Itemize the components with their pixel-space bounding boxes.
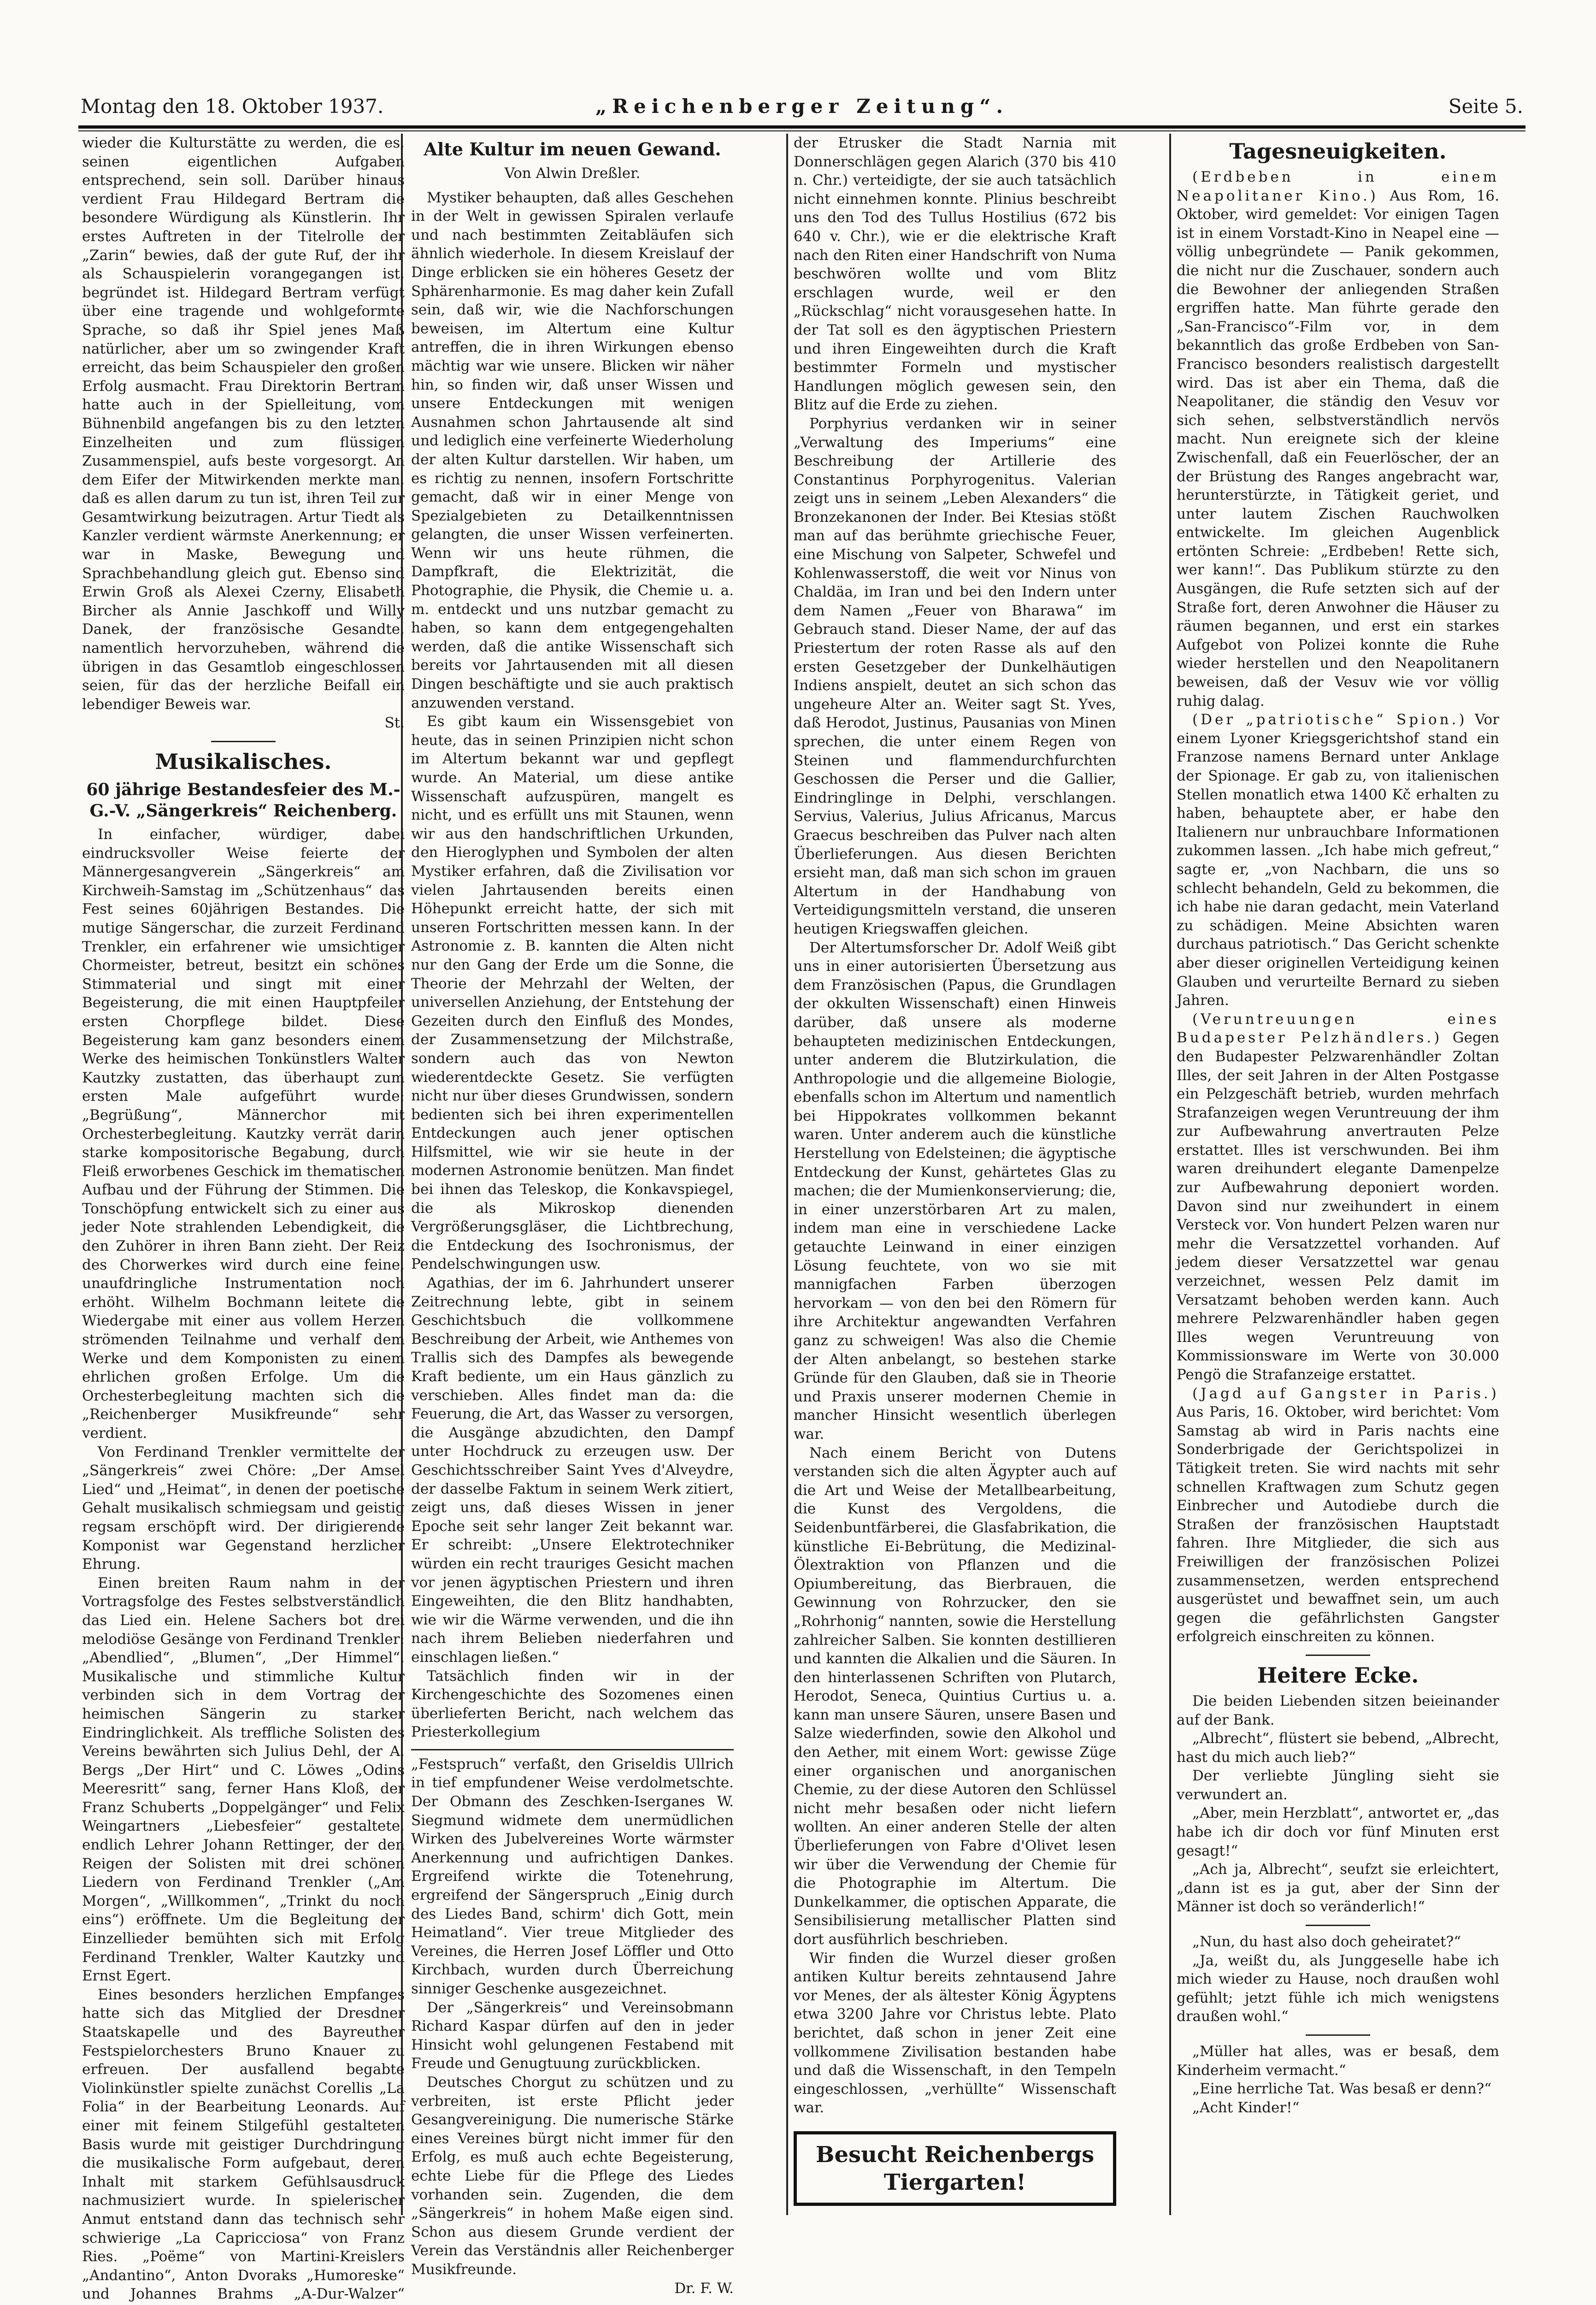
column-3: [794, 134, 1116, 2217]
joke-line: „Nun, du hast also doch geheiratet?“: [1192, 1933, 1461, 1950]
article-paragraph: Porphyrius verdanken wir in seiner „Verwaltung des Imperiums“ eine Beschreibung der Artillerie des Constantinus Porphyrogenitus. Valerian zeigt uns in seinem „Leben Alexanders“ die Bronzekanonen der Inder. Bei Ktesias stößt man auf das berühmte griechische Feuer, eine Mischung von Salpeter, Schwefel und Kohlenwasserstoff, die weit vor Ninus von Chaldäa, im Iran und bei den Indern unter dem Namen „Feuer von Bharawa“ im Gebrauch stand. Dieser Name, der auf das Priestertum der roten Rasse als auf den ersten Gesetzgeber der Dunkelhäutigen Indiens anspielt, deutet an sich schon das ungeheure Alter an. Weiter sagt St. Yves, daß Herodot, Justinus, Pausanias von Minen sprechen, die unter einem Regen von Steinen und flammendurchfurchten Geschossen die Perser und die Gallier, Eindringlinge in Delphi, verschlangen. Servius, Valerius, Julius Africanus, Marcus Graecus beschreiben das Pulver nach alten Überlieferungen. Aus diesen Berichten ersieht man, daß man sich schon im grauen Altertum in der Handhabung von Verteidigungsmitteln verstand, die unseren heutigen Kriegswaffen gleichen.: [794, 415, 1116, 937]
joke-line: „Müller hat alles, was er besaß, dem Kinderheim vermacht.“: [1177, 2043, 1499, 2079]
joke-line: „Ja, weißt du, als Junggeselle habe ich mich wieder zu Hause, noch draußen wohl gefühlt; jetzt fühle ich mich wenigstens draußen wohl.“: [1177, 1952, 1499, 2025]
article-paragraph: Von Ferdinand Trenkler vermittelte der „Sängerkreis“ zwei Chöre: „Der Amsel Lied“ und „Heimat“, in denen der poetische Gehalt musikalisch schmiegsam und geistig regsam erschöpft wird. Der dirigierende Komponist war Gegenstand herzlicher Ehrung.: [82, 1443, 405, 1573]
article-paragraph: Der Altertumsforscher Dr. Adolf Weiß gibt uns in einer autorisierten Übersetzung aus dem Französischen (Papus, die Grundlagen der okkulten Wissenschaft) einen Hinweis darüber, daß unsere als moderne behaupteten medizinischen Entdeckungen, unter anderem die Blutzirkulation, die Anthropologie und die allgemeine Biologie, ebenfalls schon im Altertum und namentlich bei Hippokrates vollkommen bekannt waren. Unter anderem auch die künstliche Herstellung von Edelsteinen; die ägyptische Entdeckung der Kunst, gehärtetes Glas zu machen; die der Mumienkonservierung; die, in einer unzerstörbaren Art zu malen, indem man eine in verschiedene Lacke getauchte Leinwand in einer einzigen Lösung feuchtete, von wo sie mit mannigfachen Farben überzogen hervorkam — von den bei den Römern für ihre Architektur angewandten Verfahren ganz zu schweigen! Was also die Chemie der Alten anbelangt, so bestehen starke Gründe für den Glauben, daß sie in Theorie und Praxis unserer modernen Chemie in mancher Hinsicht wesentlich überlegen war.: [794, 939, 1116, 1442]
article-paragraph: Agathias, der im 6. Jahrhundert unserer Zeitrechnung lebte, gibt in seinem Geschichtsbuch die vollkommene Beschreibung der Arbeit, wie Anthemes von Trallis sich des Dampfes als bewegende Kraft bediente, um ein Haus gänzlich zu verschieben. Alles findet man da: die Feuerung, die Art, das Wasser zu versorgen, die Ausgänge abzudichten, den Dampf unter Hochdruck zu erzeugen usw. Der Geschichtsschreiber Saint Yves d'Alveydre, der dasselbe Faktum in seinem Werk zitiert, zeigt uns, daß dieses Wissen in jener Epoche seit sehr langer Zeit bekannt war. Er schreibt: „Unsere Elektrotechniker würden ein recht trauriges Gesicht machen vor jenen ägyptischen Priestern und ihren Eingeweihten, die den Blitz handhabten, wie wir die Wärme verwenden, und die ihn nach ihrem Belieben niederfahren und einschlagen ließen.“: [411, 1275, 734, 1666]
news-item-heading: (Jagd auf Gangster in Paris.): [1192, 1385, 1499, 1402]
article-paragraph: Der „Sängerkreis“ und Vereinsobmann Richard Kaspar dürfen auf den in jeder Hinsicht wohl gelungenen Festabend mit Freude und Genugtuung zurückblicken.: [411, 1999, 734, 2072]
article-paragraph: Wir finden die Wurzel dieser großen antiken Kultur bereits zehntausend Jahre vor Menes, der als ältester König Ägyptens etwa 3200 Jahre vor Christus lebte. Plato berichtet, daß schon in jener Zeit eine vollkommene Zivilisation bestanden habe und daß die Wissenschaft, in den Tempeln eingeschlossen, „verhüllte“ Wissenschaft war.: [794, 1950, 1116, 2116]
article-headline-saengerkreis: 60 jährige Bestandesfeier des M.-G.-V. „Sängerkreis“ Reichenberg.: [86, 780, 400, 821]
header-date: Montag den 18. Oktober 1937.: [81, 95, 384, 118]
article-signature: Dr. F. W.: [674, 2280, 734, 2297]
news-item-heading: (Erdbeben in einem Neapolitaner Kino.): [1177, 169, 1499, 204]
joke-line: „Aber, mein Herzblatt“, antwortet er, „das habe ich dir doch vor fünf Minuten erst gesagt!“: [1177, 1805, 1499, 1859]
theater-review-end: wieder die Kulturstätte zu werden, die es, seinen eigentlichen Aufgaben entsprechend, sein soll. Darüber hinaus verdient Frau Hildegard Bertram die besondere Würdigung als Künstlerin. Ihr erstes Auftreten in der Titelrolle der „Zarin“ bewies, daß der gute Ruf, der ihr als Schauspielerin vorangegangen ist, begründet ist. Hildegard Bertram verfügt über eine tragende und wohlgeformte Sprache, so daß ihr Spiel jenes Maß natürlicher, aber um so zwingender Kraft erreicht, das beim Schauspieler den großen Erfolg ausmacht. Frau Direktorin Bertram hatte auch in der Spielleitung, vom Bühnenbild angefangen bis zu den letzten Einzelheiten und zum flüssigen Zusammenspiel, aufs beste vorgesorgt. An dem Eifer der Mitwirkenden merkte man, daß es allen darum zu tun ist, ihren Teil zur Gesamtwirkung beizutragen. Artur Tiedt als Kanzler verdient wärmste Anerkennung; er war in Maske, Bewegung und Sprachbehandlung gleich gut. Ebenso sind Erwin Groß als Alexei Czerny, Elisabeth Bircher als Annie Jaschkoff und Willy Danek, der französische Gesandte, namentlich hervorzuheben, während die übrigen in das Gesamtlob eingeschlossen seien, für das der herzliche Beifall ein lebendiger Beweis war.: [82, 135, 405, 713]
joke-separator: [1306, 1925, 1370, 1926]
column-1: [82, 134, 405, 2303]
article-paragraph: Einen breiten Raum nahm in der Vortragsfolge des Festes selbstverständlich das Lied ein. Helene Sachers bot drei melodiöse Gesänge von Ferdinand Trenkler: „Abendlied“, „Blumen“, „Der Himmel“. Musikalische und stimmliche Kultur verbinden sich in dem Vortrag der heimischen Sängerin zu starker Eindringlichkeit. Als treffliche Solisten des Vereins bewährten sich Julius Dehl, der A. Bergs „Der Hirt“ und C. Löwes „Odins Meeresritt“ sang, ferner Hans Kloß, der Franz Schuberts „Doppelgänger“ und Felix Weingartners „Liebesfeier“ gestaltete, endlich Lehrer Johann Rettinger, der den Reigen der Solisten mit drei schönen Liedern von Ferdinand Trenkler („Am Morgen“, „Willkommen“, „Trinkt du noch eins“) eröffnete. Um die Begleitung der Einzellieder bemühten sich mit Erfolg Ferdinand Trenkler, Walter Kautzky und Ernst Egert.: [82, 1574, 405, 1985]
news-item-heading: (Der „patriotische“ Spion.): [1192, 711, 1467, 728]
article-paragraph: „Festspruch“ verfaßt, den Griseldis Ullrich in tief empfundener Weise verdolmetschte. Der Obmann des Zeschken-Iserganes W. Siegmund widmete dem unermüdlichen Wirken des Jubelvereines Worte wärmster Anerkennung und aufrichtigen Dankes. Ergreifend wirkte die Totenehrung, ergreifend der Sängerspruch „Einig durch des Liedes Band, schirm' dich Gott, mein Heimatland“. Vier treue Mitglieder des Vereines, die Herren Josef Löffler und Otto Kirchbach, wurden durch Überreichung sinniger Geschenke ausgezeichnet.: [411, 1755, 734, 1997]
article-paragraph: Mystiker behaupten, daß alles Geschehen in der Welt in gewissen Spiralen verlaufe und nach bestimmten Zeitabläufen sich ähnlich wiederhole. In diesem Kreislauf der Dinge erblicken sie ein höheres Gesetz der Sphärenharmonie. Es mag daher kein Zufall sein, daß wir, wie die Nachforschungen beweisen, im Altertum eine Kultur antreffen, die in ihren Wirkungen ebenso mächtig war wie unsere. Blicken wir näher hin, so finden wir, daß unser Wissen und unsere Entdeckungen mit wenigen Ausnahmen schon Jahrtausende alt sind und lediglich eine verfeinerte Wiederholung der alten Kultur darstellen. Wir haben, um es richtig zu nennen, insofern Fortschritte gemacht, daß wir in einer Menge von Spezialgebieten zu Detailkenntnissen gelangten, die unser Wissen verfeinerten. Wenn wir uns heute rühmen, die Dampfkraft, die Elektrizität, die Photographie, die Physik, die Chemie u. a. m. entdeckt und uns nutzbar gemacht zu haben, so kann dem entgegengehalten werden, daß die antike Wissenschaft sich bereits vor Jahrtausenden mit all diesen Dingen beschäftigte und sie auch praktisch anzuwenden verstand.: [411, 189, 734, 711]
section-title-music: Musikalisches.: [155, 749, 332, 774]
joke-line: Die beiden Liebenden sitzen beieinander auf der Bank.: [1177, 1692, 1499, 1728]
section-separator: [411, 1749, 734, 1750]
article-paragraph: Deutsches Chorgut zu schützen und zu verbreiten, ist erste Pflicht jeder Gesangvereinigung. Die numerische Stärke eines Vereines bürgt nicht immer für den Erfolg, es muß auch echte Begeisterung, echte Liebe für die Pflege des Liedes vorhanden sein. Zugenden, die dem „Sängerkreis“ in hohem Maße eigen sind. Schon aus diesem Grunde verdient der Verein das Verständnis aller Reichenberger Musikfreunde.: [411, 2074, 734, 2278]
article-paragraph: Es gibt kaum ein Wissensgebiet von heute, das in seinen Prinzipien nicht schon im Altertum bekannt war und gepflegt wurde. An Material, um diese antike Wissenschaft aufzuspüren, mangelt es nicht, und es erfüllt uns mit Staunen, wenn wir aus den handschriftlichen Urkunden, den Hieroglyphen und Symbolen der alten Mystiker erfahren, daß die Zivilisation vor vielen Jahrtausenden bereits einen Höhepunkt erreicht hatte, der sich mit unseren Fortschritten messen kann. In der Astronomie z. B. kannten die Alten nicht nur den Gang der Erde um die Sonne, die Theorie der Mehrzahl der Welten, der universellen Anziehung, der Entstehung der Gezeiten durch den Einfluß des Mondes, der Zusammensetzung der Milchstraße, sondern auch das von Newton wiederentdeckte Gesetz. Sie verfügten nicht nur über dieses Grundwissen, sondern bedienten sich bei ihren experimentellen Entdeckungen auch jener optischen Hilfsmittel, wie wir sie heute in der modernen Astronomie benützen. Man findet bei ihnen das Teleskop, die Konkavspiegel, die als Mikroskop dienenden Vergrößerungsgläser, die Lichtbrechung, die Entdeckung des Isochronismus, der Pendelschwingungen usw.: [411, 713, 734, 1273]
news-item-text: Vor einem Lyoner Kriegsgerichtshof stand ein Franzose namens Bernard unter Anklage der Spionage. Er gab zu, von italienischen Stellen monatlich etwa 1400 Kč erhalten zu haben, behauptete aber, er habe den Italienern nur unbrauchbare Informationen zukommen lassen. „Ich habe mich gefreut,“ sagte er, „von Nachbarn, die uns so schlecht behandeln, Geld zu bekommen, die ich habe nie daran gedacht, mein Vaterland zu schädigen. Meine Absichten waren durchaus patriotisch.“ Das Gericht schenkte aber dieser originellen Verteidigung keinen Glauben und verurteilte Bernard zu sieben Jahren.: [1177, 711, 1500, 1009]
joke-line: „Eine herrliche Tat. Was besaß er denn?“: [1192, 2080, 1492, 2098]
article-headline-alte-kultur: Alte Kultur im neuen Gewand.: [424, 139, 721, 160]
header-page-number: Seite 5.: [1448, 95, 1523, 118]
article-paragraph: Eines besonders herzlichen Empfanges hatte sich das Mitglied der Dresdner Staatskapelle und des Bayreuther Festspielorchesters Bruno Knauer zu erfreuen. Der ausfallend begabte Violinkünstler spielte zunächst Corellis „La Folia“ in der Bearbeitung Leonards. Auf einer mit feinem Stilgefühl gestalteten Basis wurde mit geistiger Durchdringung die musikalische Form aufgebaut, deren Inhalt mit starkem Gefühlsausdruck nachmusiziert wurde. In spielerischer Anmut entstand dann das technisch sehr schwierige „La Capricciosa“ von Franz Ries. „Poëme“ von Martini-Kreislers „Andantino“, Anton Dvoraks „Humoreske“ und Johannes Brahms „A-Dur-Walzer“: [82, 1986, 405, 2303]
section-title-news: Tagesneuigkeiten.: [1229, 139, 1447, 164]
column-divider: [1169, 134, 1171, 2215]
column-divider: [786, 134, 788, 2215]
column-4: [1177, 134, 1499, 2217]
news-item-text: Gegen den Budapester Pelzwarenhändler Zoltan Illes, der seit Jahren in der Alten Postgasse ein Pelzgeschäft betrieb, wurden mehrfach Strafanzeigen wegen Veruntreuung der ihm zur Aufbewahrung anvertrauten Pelze erstattet. Illes ist verschwunden. Bei ihm waren dreihundert elegante Damenpelze zur Aufbewahrung deponiert worden. Davon sind nur zweihundert in einem Versteck vor. Von hundert Pelzen waren nur mehr die Versatzzettel vorhanden. Auf jedem dieser Versatzzettel war genau verzeichnet, wessen Pelz damit im Versatzamt behoben werden kann. Auch mehrere Pelzwarenhändler haben gegen Illes wegen Veruntreuung von Kommissionsware im Werte von 30.000 Pengö die Strafanzeige erstattet.: [1177, 1029, 1499, 1383]
article-paragraph: In einfacher, würdiger, dabei eindrucksvoller Weise feierte der Männergesangverein „Sängerkreis“ am Kirchweih-Samstag im „Schützenhaus“ das Fest seines 60jährigen Bestandes. Die mutige Sängerschar, die zurzeit Ferdinand Trenkler, ein erfahrener wie umsichtiger Chormeister, betreut, besitzt ein schönes Stimmaterial und singt mit einer Begeisterung, die mit einen Hauptpfeiler ersten Chorpflege bildet. Diese Begeisterung kam ganz besonders einem Werke des heimischen Tonkünstlers Walter Kautzky zustatten, das überhaupt zum ersten Male aufgeführt wurde: „Begrüßung“, Männerchor mit Orchesterbegleitung. Kautzky verrät darin starke kompositorische Begabung, durch Fleiß erworbenes Geschick im thematischen Aufbau und der Führung der Stimmen. Die Tonschöpfung entwickelt sich zu einer aus jeder Note strahlenden Lebendigkeit, die den Zuhörer in ihren Bann zieht. Der Reiz des Chorwerkes wird durch eine feine, unaufdringliche Instrumentation noch erhöht. Wilhelm Bochmann leitete die Wiedergabe mit einer aus vollem Herzen strömenden Teilnahme und verhalf dem Werke und dem Komponisten zu einem ehrlichen großen Erfolge. Um die Orchesterbegleitung machten sich die „Reichenberger Musikfreunde“ sehr verdient.: [82, 826, 405, 1442]
article-author: Von Alwin Dreßler.: [504, 165, 641, 182]
section-separator: [1306, 1655, 1370, 1656]
joke-line: „Acht Kinder!“: [1192, 2099, 1300, 2116]
article-paragraph: Tatsächlich finden wir in der Kirchengeschichte des Sozomenes einen überlieferten Bericht, nach welchem das Priesterkollegium: [411, 1667, 734, 1741]
joke-line: Der verliebte Jüngling sieht sie verwundert an.: [1177, 1767, 1499, 1803]
review-signature: St.: [384, 715, 405, 732]
header-paper-title: „Reichenberger Zeitung“.: [595, 95, 1009, 118]
section-title-humor: Heitere Ecke.: [1257, 1662, 1419, 1688]
section-separator: [211, 741, 276, 742]
header-rule: [78, 125, 1525, 131]
news-item-text: Aus Paris, 16. Oktober, wird berichtet: Vom Samstag ab wird in Paris nachts eine Sonderbrigade der Gerichtspolizei in Tätigkeit treten. Sie wird nachts mit sehr schnellen Kraftwagen zum Schutz gegen Einbrecher und Autodiebe durch die Straßen der französischen Hauptstadt fahren. Ihre Mitglieder, die sich aus Freiwilligen der französischen Polizei zusammensetzen, werden entsprechend ausgerüstet und bewaffnet sein, um auch gegen die gefährlichsten Gangster erfolgreich einschreiten zu können.: [1177, 1404, 1499, 1645]
joke-separator: [1306, 2034, 1370, 2036]
column-2: [411, 134, 734, 2297]
news-item-text: Aus Rom, 16. Oktober, wird gemeldet: Vor einigen Tagen ist in einem Vorstadt-Kino in Neapel eine — völlig unbegründete — Panik gekommen, die nicht nur die Zuschauer, sondern auch die Bewohner der anliegenden Straßen ergriffen hatte. Man führte gerade den „San-Francisco“-Film vor, in dem bekanntlich das große Erdbeben von San-Francisco besonders realistisch dargestellt wird. Das ist aber ein Thema, daß die Neapolitaner, die ständig den Vesuv vor sich sehen, selbstverständlich nervös macht. Nun ereignete sich der kleine Zwischenfall, daß ein Feuerlöscher, der an der Brüstung des Ranges angebracht war, herunterstürzte, in Tätigkeit geriet, und unter lautem Zischen Rauchwolken entwickelte. Im gleichen Augenblick ertönten Schreie: „Erdbeben! Rette sich, wer kann!“. Das Publikum stürzte zu den Ausgängen, die Rufe setzten sich auf der Straße fort, deren Anwohner die Häuser zu räumen begannen, und erst ein starkes Aufgebot von Polizei konnte die Ruhe wieder herstellen und den Neapolitanern beweisen, daß der Vesuv wie vor völlig ruhig dalag.: [1177, 187, 1499, 709]
joke-line: „Ach ja, Albrecht“, seufzt sie erleichtert, „dann ist es ja gut, aber der Sinn der Männer ist doch so veränderlich!“: [1177, 1861, 1499, 1915]
article-paragraph: der Etrusker die Stadt Narnia mit Donnerschlägen gegen Alarich (370 bis 410 n. Chr.) verteidigte, der sie auch tatsächlich nicht einnehmen konnte. Plinius beschreibt uns den Tod des Tullus Hostilius (672 bis 640 v. Chr.), wie er die elektrische Kraft nach den Riten einer Handschrift von Numa beschwören wollte und vom Blitz erschlagen wurde, weil er den „Rückschlag“ nicht vorausgesehen hatte. In der Tat soll es den ägyptischen Priestern und ihren Eingeweihten durch die Kraft bestimmter Formeln und mystischer Handlungen möglich gewesen sein, den Blitz auf die Erde zu ziehen.: [794, 135, 1116, 414]
running-header: [81, 90, 1523, 123]
joke-line: „Albrecht“, flüstert sie bebend, „Albrecht, hast du mich auch lieb?“: [1177, 1730, 1499, 1766]
news-item-heading: (Veruntreuungen eines Budapester Pelzhändlers.): [1177, 1011, 1499, 1046]
article-paragraph: Nach einem Bericht von Dutens verstanden sich die alten Ägypter auch auf die Art und Weise der Metallbearbeitung, die Kunst des Vergoldens, die Seidenbuntfärberei, die Glasfabrikation, die künstliche Ei-Bebrütung, die Medizinal-Ölextraktion von Pflanzen und die Opiumbereitung, das Bierbrauen, die Gewinnung von Rohrzucker, den sie „Rohrhonig“ nannten, sowie die Herstellung zahlreicher Salben. Sie konnten destillieren und kannten die Alkalien und die Säuren. In den hinterlassenen Schriften von Plutarch, Herodot, Seneca, Quintius Curtius u. a. kann man unsere Säuren, unsere Basen und Salze wiederfinden, sowie den Alkohol und den Aether, mit einem Wort: gewisse Züge einer organischen und anorganischen Chemie, zu der diese Autoren den Schlüssel nicht mehr besaßen oder nicht liefern wollten. An einer anderen Stelle der alten Überlieferungen von Fabre d'Olivet lesen wir über die Verwendung der Chemie für die Photographie im Altertum. Die Dunkelkammer, die optischen Apparate, die Sensibilisierung metallischer Platten sind dort ausführlich beschrieben.: [794, 1444, 1116, 1948]
zoo-advertisement: Besucht Reichenbergs Tiergarten!: [794, 2131, 1116, 2206]
